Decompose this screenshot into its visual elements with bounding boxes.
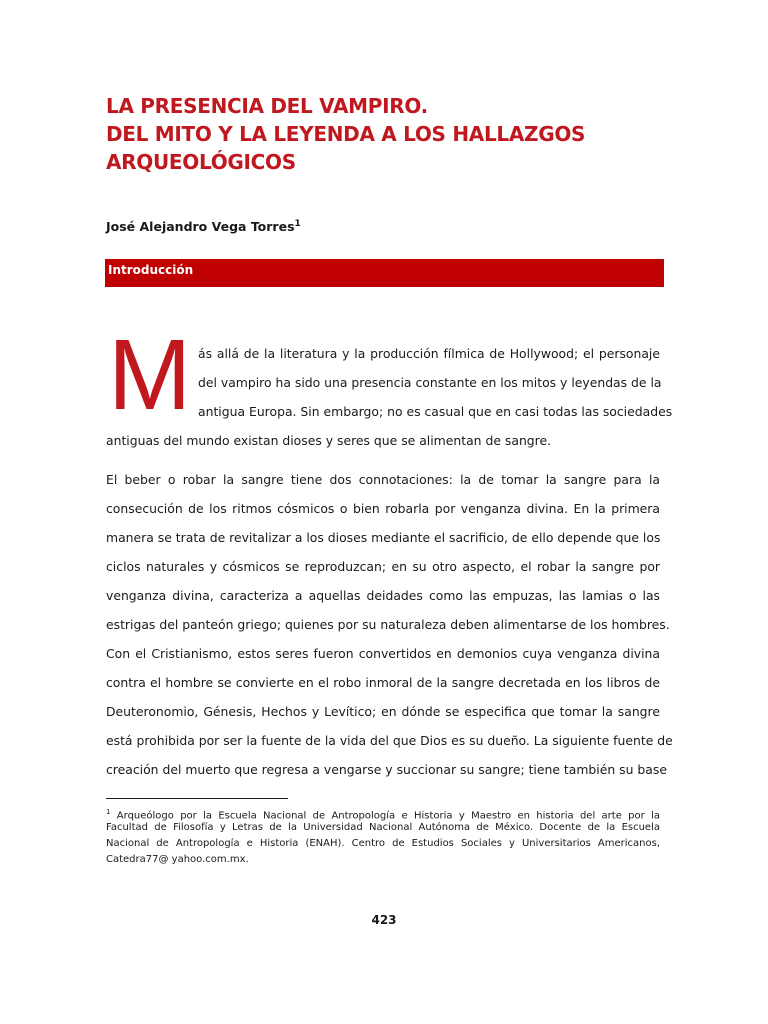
paragraph-1: [106, 339, 673, 455]
section-heading-bar: [105, 259, 664, 287]
author-name: José Alejandro Vega Torres: [106, 219, 295, 235]
paragraph-line: contra el hombre se convierte en el robo inmoral de la sangre decretada en los libros de: [106, 675, 660, 690]
title-line-3: ARQUEOLÓGICOS: [106, 150, 296, 174]
paragraph-line: del vampiro ha sido una presencia constante en los mitos y leyendas de la: [198, 375, 662, 390]
paragraph-line: El beber o robar la sangre tiene dos connotaciones: la de tomar la sangre para la: [106, 472, 660, 487]
author-line: [106, 219, 301, 234]
footnote-mark: 1: [106, 808, 111, 816]
page-number: 423: [371, 913, 397, 927]
footnote-line: Facultad de Filosofía y Letras de la Universidad Nacional Autónoma de México. Docente de la Escuela: [106, 822, 660, 833]
paragraph-line: ciclos naturales y cósmicos se reproduzcan; en su otro aspecto, el robar la sangre por: [106, 559, 660, 574]
drop-cap: M: [108, 319, 192, 431]
paragraph-line: estrigas del panteón griego; quienes por su naturaleza deben alimentarse de los hombres.: [106, 617, 670, 632]
footnote-line: Nacional de Antropología e Historia (ENAH). Centro de Estudios Sociales y Universitarios Americanos,: [106, 838, 660, 849]
article-title: [106, 92, 666, 176]
paragraph-line: manera se trata de revitalizar a los dioses mediante el sacrificio, de ello depende que los: [106, 530, 661, 545]
author-footnote-mark[interactable]: 1: [294, 219, 301, 229]
paragraph-line: Con el Cristianismo, estos seres fueron convertidos en demonios cuya venganza divina: [106, 646, 660, 661]
footnote-divider: [106, 798, 288, 799]
paragraph-line: venganza divina, caracteriza a aquellas deidades como las empuzas, las lamias o las: [106, 588, 660, 603]
section-heading: Introducción: [108, 263, 194, 277]
title-line-2: DEL MITO Y LA LEYENDA A LOS HALLAZGOS: [106, 122, 586, 146]
paragraph-line: está prohibida por ser la fuente de la vida del que Dios es su dueño. La siguiente fuente de: [106, 733, 673, 748]
footnote-line: Catedra77@ yahoo.com.mx.: [106, 854, 249, 865]
title-line-1: LA PRESENCIA DEL VAMPIRO.: [106, 94, 428, 118]
paragraph-line: Deuteronomio, Génesis, Hechos y Levítico; en dónde se especifica que tomar la sangre: [106, 704, 660, 719]
paragraph-line: antigua Europa. Sin embargo; no es casual que en casi todas las sociedades: [198, 404, 673, 419]
footnote-line-text: Arqueólogo por la Escuela Nacional de Antropología e Historia y Maestro en historia del arte por la: [110, 810, 660, 822]
paragraph-line: antiguas del mundo existan dioses y seres que se alimentan de sangre.: [106, 433, 552, 448]
paragraph-line: consecución de los ritmos cósmicos o bien robarla por venganza divina. En la primera: [106, 501, 660, 516]
footnote: [106, 804, 660, 868]
paragraph-line: ás allá de la literatura y la producción fílmica de Hollywood; el personaje: [198, 346, 660, 361]
paragraph-2: [106, 465, 673, 784]
paragraph-line: creación del muerto que regresa a vengarse y succionar su sangre; tiene también su base: [106, 762, 667, 777]
footnote-line: [106, 804, 660, 820]
